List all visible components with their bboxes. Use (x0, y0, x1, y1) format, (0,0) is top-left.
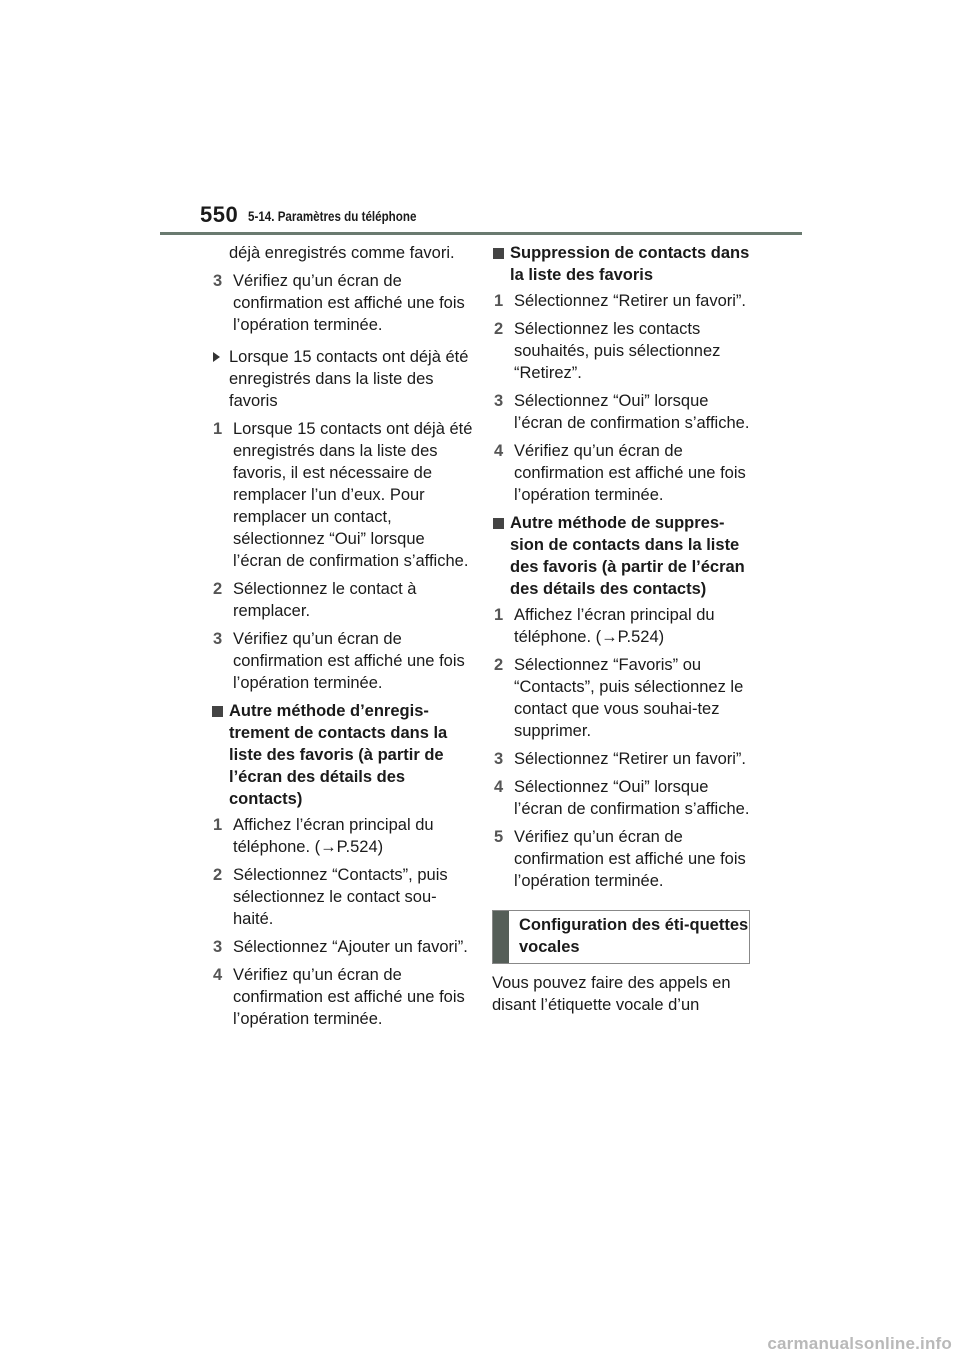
step-number: 2 (494, 320, 504, 338)
step-item (211, 814, 473, 858)
step-item (492, 654, 754, 742)
step-item (211, 864, 473, 930)
right-column (492, 242, 754, 1016)
step-item (211, 578, 473, 622)
step-item (492, 290, 754, 312)
step-item (492, 390, 754, 434)
page-number: 550 (200, 202, 239, 227)
square-bullet-icon (493, 248, 504, 259)
triangle-bullet-icon (213, 352, 220, 362)
step-item (492, 318, 754, 384)
step-number: 3 (213, 630, 223, 648)
step-number: 4 (213, 966, 223, 984)
step-number: 1 (494, 606, 504, 624)
step-item (211, 628, 473, 694)
step-number: 3 (213, 272, 223, 290)
step-number: 3 (213, 938, 223, 956)
title-box-accent-bar (493, 911, 509, 963)
section-title-box-text: Configuration des éti-quettes vocales (519, 916, 749, 956)
step-number: 2 (213, 580, 223, 598)
arrow-subheading (211, 346, 473, 412)
body-paragraph: Vous pouvez faire des appels en disant l’étiquette vocale d’un (492, 974, 731, 1014)
section-heading (492, 512, 754, 600)
section-title: 5-14. Paramètres du téléphone (248, 209, 417, 224)
continued-text: déjà enregistrés comme favori. (229, 244, 455, 262)
step-number: 3 (494, 392, 504, 410)
arrow-subheading-text: Lorsque 15 contacts ont déjà été enregistrés dans la liste des favoris (229, 348, 469, 410)
square-bullet-icon (493, 518, 504, 529)
step-text: Sélectionnez “Retirer un favori”. (514, 750, 747, 768)
step-number: 3 (494, 750, 504, 768)
step-text: Affichez l’écran principal du téléphone. (→P.524) (514, 606, 715, 646)
step-number: 2 (494, 656, 504, 674)
step-item (492, 604, 754, 648)
step-text: Sélectionnez “Oui” lorsque l’écran de confirmation s’affiche. (514, 392, 750, 432)
left-column (211, 242, 473, 1036)
step-text: Sélectionnez “Ajouter un favori”. (233, 938, 468, 956)
step-number: 1 (213, 816, 223, 834)
section-heading-text: Autre méthode d’enregis-trement de contacts dans la liste des favoris (à partir de l’écran des détails des contacts) (229, 702, 448, 808)
step-item (211, 418, 473, 572)
step-item (492, 826, 754, 892)
step-text: Vérifiez qu’un écran de confirmation est affiché une fois l’opération terminée. (233, 966, 465, 1028)
step-item (492, 748, 754, 770)
step-text: Vérifiez qu’un écran de confirmation est affiché une fois l’opération terminée. (514, 828, 746, 890)
header-divider (160, 232, 802, 235)
section-heading (492, 242, 754, 286)
step-item (211, 270, 473, 336)
step-text: Vérifiez qu’un écran de confirmation est affiché une fois l’opération terminée. (233, 630, 465, 692)
step-text: Vérifiez qu’un écran de confirmation est affiché une fois l’opération terminée. (514, 442, 746, 504)
step-number: 4 (494, 778, 504, 796)
step-text: Sélectionnez “Oui” lorsque l’écran de confirmation s’affiche. (514, 778, 750, 818)
step-text: Sélectionnez “Favoris” ou “Contacts”, puis sélectionnez le contact que vous souhai-tez supprimer. (514, 656, 744, 740)
step-number: 2 (213, 866, 223, 884)
step-text: Vérifiez qu’un écran de confirmation est affiché une fois l’opération terminée. (233, 272, 465, 334)
step-text: Sélectionnez “Retirer un favori”. (514, 292, 747, 310)
step-number: 5 (494, 828, 504, 846)
step-text: Sélectionnez “Contacts”, puis sélectionnez le contact sou-haité. (233, 866, 448, 928)
step-text: Sélectionnez les contacts souhaités, puis sélectionnez “Retirez”. (514, 320, 721, 382)
step-text: Lorsque 15 contacts ont déjà été enregistrés dans la liste des favoris, il est nécessaire de remplacer l’un d’eux. Pour remplacer un contact, sélectionnez “Oui” lorsque l’écran de confirmation s’affiche. (233, 420, 473, 570)
section-title-box (492, 910, 750, 964)
step-text: Affichez l’écran principal du téléphone. (→P.524) (233, 816, 434, 856)
step-number: 1 (213, 420, 223, 438)
section-heading-text: Suppression de contacts dans la liste des favoris (510, 244, 750, 284)
step-item (492, 440, 754, 506)
watermark: carmanualsonline.info (767, 1334, 952, 1353)
step-item (211, 936, 473, 958)
step-number: 4 (494, 442, 504, 460)
step-number: 1 (494, 292, 504, 310)
square-bullet-icon (212, 706, 223, 717)
step-text: Sélectionnez le contact à remplacer. (233, 580, 417, 620)
step-item (211, 964, 473, 1030)
section-heading (211, 700, 473, 810)
section-heading-text: Autre méthode de suppres-sion de contacts dans la liste des favoris (à partir de l’écran des détails des contacts) (510, 514, 745, 598)
step-item (492, 776, 754, 820)
